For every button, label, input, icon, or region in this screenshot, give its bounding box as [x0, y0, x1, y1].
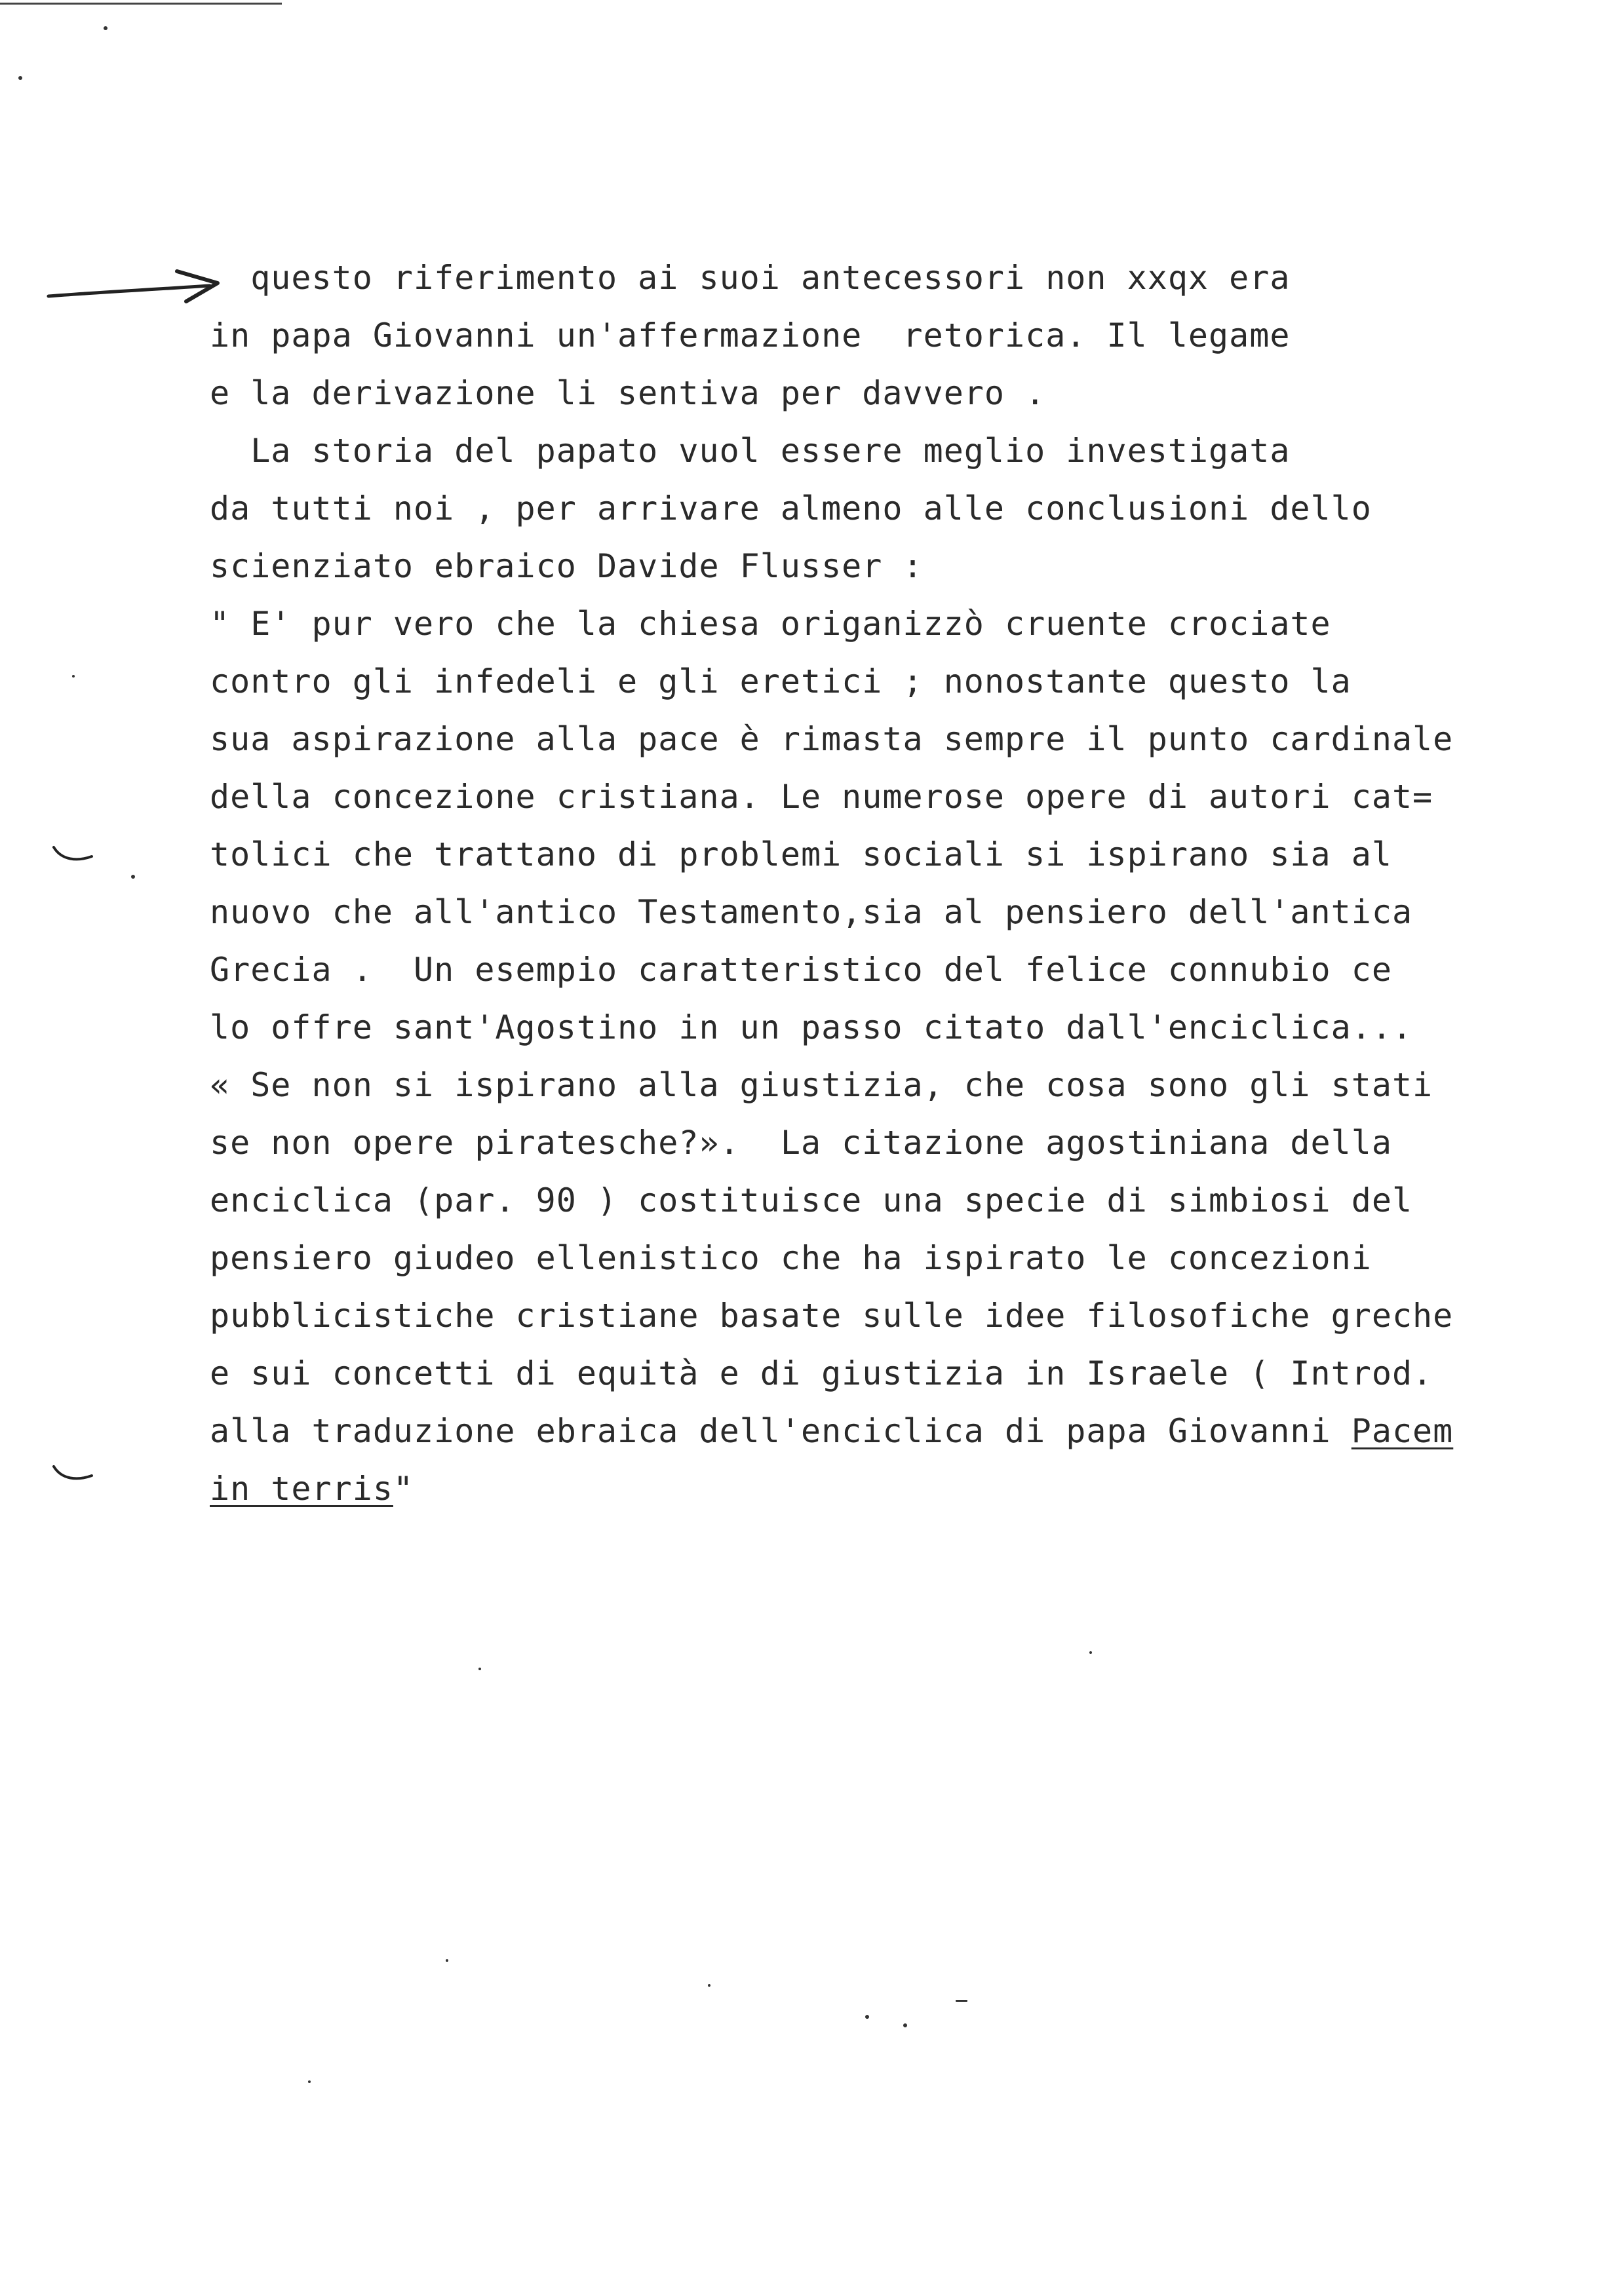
text-line: " E' pur vero che la chiesa origanizzò cruente crociate [210, 605, 1331, 643]
text-line [210, 1402, 1494, 1460]
text-line: contro gli infedeli e gli eretici ; nonostante questo la [210, 662, 1352, 700]
scan-speck [131, 875, 135, 879]
scan-speck [865, 2015, 869, 2019]
scan-speck [1089, 1651, 1092, 1654]
arrow-right-icon [46, 262, 229, 308]
text-line: pensiero giudeo ellenistico che ha ispirato le concezioni [210, 1239, 1372, 1277]
scan-speck [308, 2080, 311, 2083]
scan-speck [903, 2023, 907, 2027]
text-line: nuovo che all'antico Testamento,sia al pensiero dell'antica [210, 893, 1413, 931]
typed-body [210, 249, 1494, 1518]
text-line: questo riferimento ai suoi antecessori non xxqx era [210, 259, 1291, 297]
scan-speck [446, 1959, 448, 1962]
scan-speck [18, 76, 22, 80]
scan-speck [708, 1984, 710, 1987]
text-line: enciclica (par. 90 ) costituisce una specie di simbiosi del [210, 1181, 1413, 1219]
bracket-tick-icon [51, 1461, 97, 1487]
text-line: scienziato ebraico Davide Flusser : [210, 547, 924, 585]
text-line: pubblicistiche cristiane basate sulle idee filosofiche greche [210, 1297, 1454, 1335]
work-title-part-1: Pacem [1351, 1412, 1454, 1450]
scan-speck [72, 675, 75, 678]
text-line: sua aspirazione alla pace è rimasta sempre il punto cardinale [210, 720, 1454, 758]
top-edge-rule [0, 3, 282, 5]
text-line: se non opere piratesche?». La citazione agostiniana della [210, 1124, 1392, 1162]
text-line: lo offre sant'Agostino in un passo citato dall'enciclica... [210, 1008, 1413, 1046]
scan-speck [104, 26, 107, 30]
text-line: tolici che trattano di problemi sociali si ispirano sia al [210, 835, 1392, 873]
text-line: « Se non si ispirano alla giustizia, che cosa sono gli stati [210, 1066, 1433, 1104]
work-title-part-2: in terris [210, 1470, 393, 1508]
bracket-tick-icon [51, 842, 97, 868]
text-line: La storia del papato vuol essere meglio investigata [210, 432, 1291, 470]
closing-mark: " [393, 1470, 414, 1508]
text-line [210, 1460, 1494, 1518]
scan-speck [956, 2000, 967, 2002]
text-line: da tutti noi , per arrivare almeno alle conclusioni dello [210, 489, 1372, 527]
text-line: e la derivazione li sentiva per davvero . [210, 374, 1046, 412]
text-line: in papa Giovanni un'affermazione retorica. Il legame [210, 316, 1291, 354]
scan-speck [478, 1668, 481, 1670]
text-line: e sui concetti di equità e di giustizia in Israele ( Introd. [210, 1354, 1433, 1392]
text-segment: alla traduzione ebraica dell'enciclica di papa Giovanni [210, 1412, 1352, 1450]
text-line: Grecia . Un esempio caratteristico del felice connubio ce [210, 951, 1392, 989]
text-line: della concezione cristiana. Le numerose opere di autori cat= [210, 778, 1433, 816]
